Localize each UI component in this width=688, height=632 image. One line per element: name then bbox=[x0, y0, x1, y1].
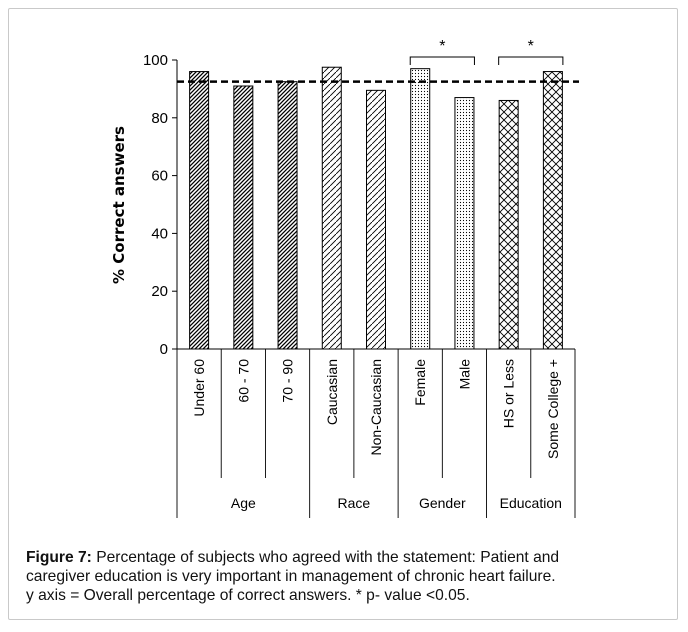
y-tick-label: 40 bbox=[151, 225, 168, 243]
bar bbox=[499, 100, 518, 349]
significance-marker: * bbox=[439, 38, 446, 55]
category-label: Female bbox=[412, 359, 429, 406]
caption-line-3: y axis = Overall percentage of correct answers. * p- value <0.05. bbox=[26, 587, 470, 604]
bar bbox=[234, 86, 253, 349]
category-label: Male bbox=[456, 359, 473, 390]
caption-label: Figure 7: bbox=[26, 549, 92, 566]
figure-caption bbox=[26, 548, 666, 605]
group-label: Age bbox=[230, 495, 256, 511]
y-tick-label: 80 bbox=[151, 109, 168, 127]
bar bbox=[411, 69, 430, 349]
group-label: Gender bbox=[418, 495, 466, 511]
bar bbox=[367, 90, 386, 349]
bar bbox=[543, 72, 562, 349]
category-label: HS or Less bbox=[500, 359, 517, 429]
category-label: Caucasian bbox=[323, 359, 340, 426]
bar bbox=[278, 82, 297, 349]
category-label: Non-Caucasian bbox=[368, 359, 384, 456]
y-tick-label: 0 bbox=[159, 341, 168, 358]
y-tick-label: 60 bbox=[151, 167, 168, 185]
bars-layer bbox=[177, 57, 579, 349]
bar bbox=[455, 98, 474, 349]
category-label: Under 60 bbox=[191, 359, 208, 417]
category-label: 70 - 90 bbox=[279, 359, 296, 403]
y-tick-label: 100 bbox=[142, 52, 168, 69]
significance-bracket bbox=[410, 57, 474, 65]
y-axis-title: % Correct answers bbox=[110, 126, 128, 284]
significance-bracket bbox=[499, 57, 563, 65]
caption-line-2: caregiver education is very important in management of chronic heart failure. bbox=[26, 568, 556, 585]
y-tick-label: 20 bbox=[151, 283, 168, 301]
bar bbox=[322, 67, 341, 349]
significance-marker: * bbox=[527, 38, 534, 55]
bar bbox=[190, 72, 209, 349]
group-label: Race bbox=[337, 495, 371, 511]
group-label: Education bbox=[499, 495, 562, 511]
caption-line-1: Percentage of subjects who agreed with the statement: Patient and bbox=[91, 549, 560, 566]
category-label: Some College + bbox=[544, 359, 561, 460]
category-label: 60 - 70 bbox=[235, 359, 252, 403]
